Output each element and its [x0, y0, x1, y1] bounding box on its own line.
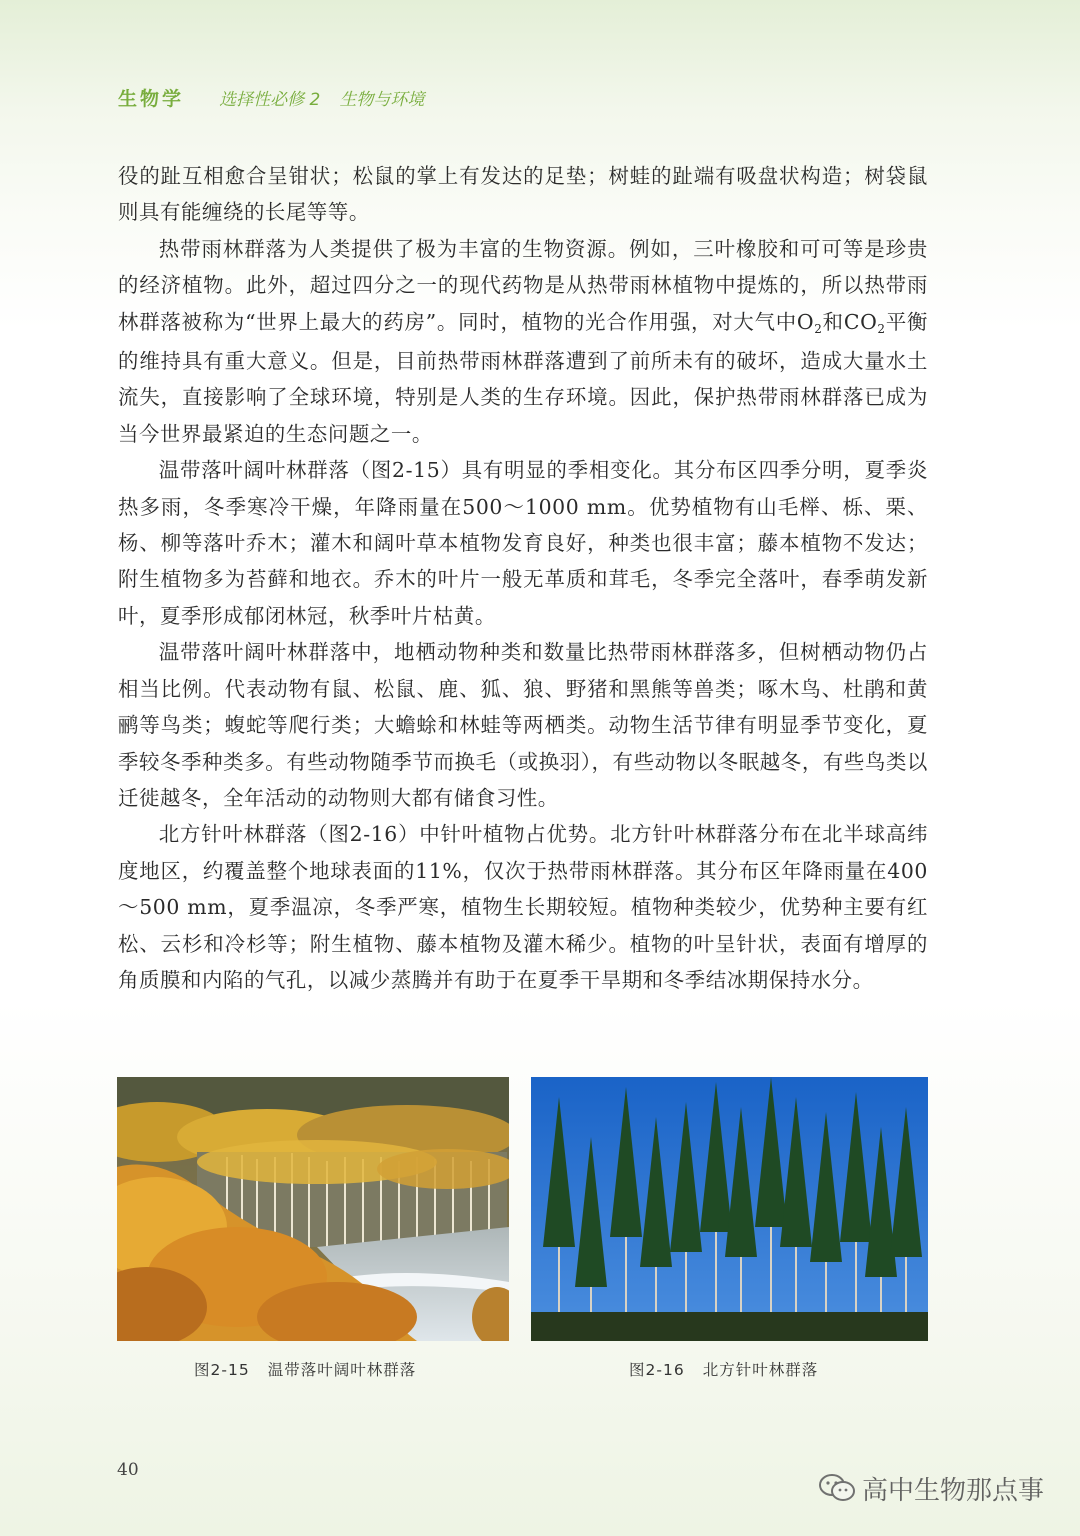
- running-header: [118, 84, 424, 110]
- page-number: 40: [117, 1460, 139, 1480]
- figure-title: 北方针叶林群落: [702, 1361, 819, 1379]
- figure-number: 图2-16: [629, 1361, 685, 1379]
- body-text: [118, 158, 928, 998]
- figure-caption: [629, 1358, 818, 1380]
- chapter-label: 生物与环境: [339, 90, 425, 110]
- figure-title: 温带落叶阔叶林群落: [267, 1361, 417, 1379]
- paragraph: 温带落叶阔叶林群落中，地栖动物种类和数量比热带雨林群落多，但树栖动物仍占相当比例。代表动物有鼠、松鼠、鹿、狐、狼、野猪和黑熊等兽类；啄木鸟、杜鹃和黄鹂等鸟类；蝮蛇等爬行类；大蟾蜍和林蛙等两栖类。动物生活节律有明显季节变化，夏季较冬季种类多。有些动物随季节而换毛（或换羽），有些动物以冬眠越冬，有些鸟类以迁徙越冬，全年活动的动物则大都有储食习性。: [118, 640, 928, 810]
- figure-number: 图2-15: [194, 1361, 250, 1379]
- figure-caption: [194, 1358, 416, 1380]
- paragraph: 温带落叶阔叶林群落（图2-15）具有明显的季相变化。其分布区四季分明，夏季炎热多雨，冬季寒冷干燥，年降雨量在500～1000 mm。优势植物有山毛榉、栎、栗、杨、柳等落叶乔木；灌木和阔叶草本植物发育良好，种类也很丰富；藤本植物不发达；附生植物多为苔藓和地衣。乔木的叶片一般无革质和茸毛，冬季完全落叶，春季萌发新叶，夏季形成郁闭林冠，秋季叶片枯黄。: [118, 458, 928, 628]
- module-label: 选择性必修 2: [219, 90, 321, 110]
- wechat-icon: [818, 1473, 856, 1510]
- coniferous-forest-photo: [531, 1077, 928, 1341]
- deciduous-forest-photo: [117, 1077, 509, 1341]
- subject-label: 生物学: [118, 88, 185, 110]
- paragraph: 热带雨林群落为人类提供了极为丰富的生物资源。例如，三叶橡胶和可可等是珍贵的经济植物。此外，超过四分之一的现代药物是从热带雨林植物中提炼的，所以热带雨林群落被称为“世界上最大的药房”。同时，植物的光合作用强，对大气中$O_2$和$CO_2$平衡的维持具有重大意义。但是，目前热带雨林群落遭到了前所未有的破坏，造成大量水土流失，直接影响了全球环境，特别是人类的生存环境。因此，保护热带雨林群落已成为当今世界最紧迫的生态问题之一。: [118, 236, 928, 446]
- paragraph: 北方针叶林群落（图2-16）中针叶植物占优势。北方针叶林群落分布在北半球高纬度地区，约覆盖整个地球表面的11%，仅次于热带雨林群落。其分布区年降雨量在400～500 mm，夏季温凉，冬季严寒，植物生长期较短。植物种类较少，优势种主要有红松、云杉和冷杉等；附生植物、藤本植物及灌木稀少。植物的叶呈针状，表面有增厚的角质膜和内陷的气孔，以减少蒸腾并有助于在夏季干旱期和冬季结冰期保持水分。: [118, 822, 928, 992]
- watermark-text: 高中生物那点事: [862, 1476, 1045, 1506]
- paragraph: 役的趾互相愈合呈钳状；松鼠的掌上有发达的足垫；树蛙的趾端有吸盘状构造；树袋鼠则具有能缠绕的长尾等等。: [118, 164, 928, 225]
- watermark: [818, 1470, 1044, 1510]
